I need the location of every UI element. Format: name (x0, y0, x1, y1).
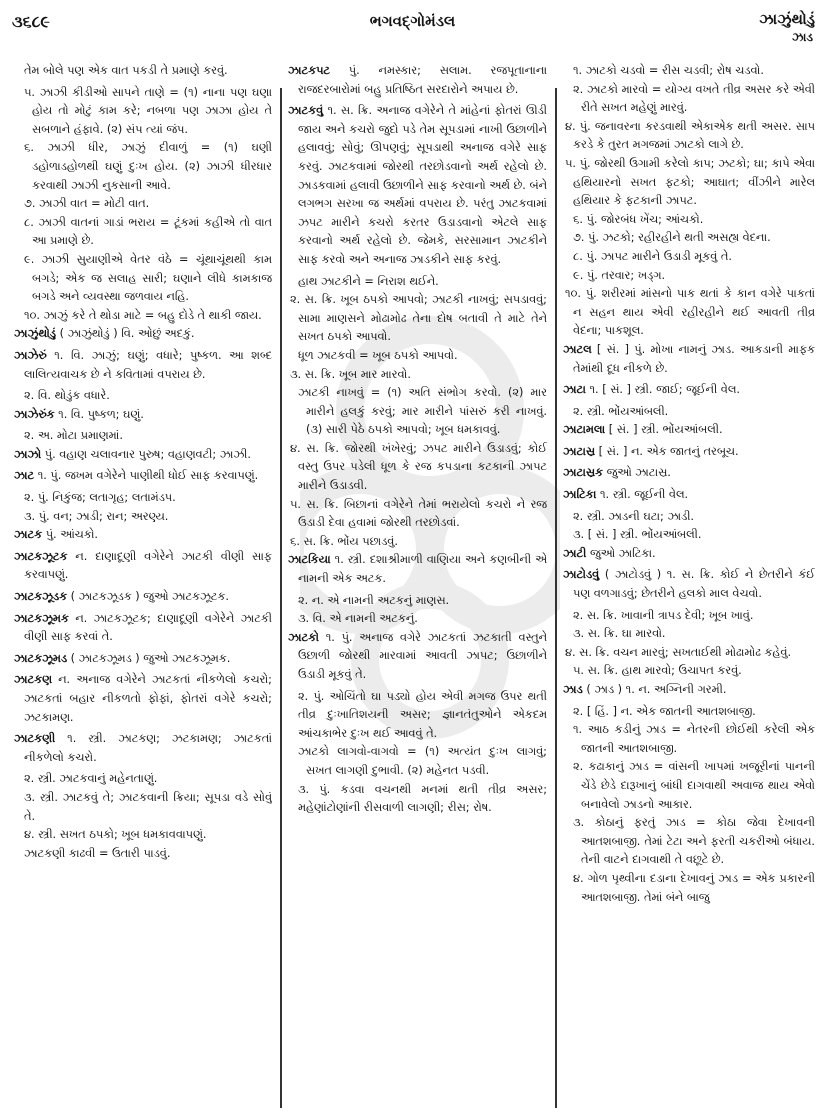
dictionary-entry (288, 102, 547, 269)
sense-definition: ૨. સ. ક્રિ. ખાવાની ત્રાપડ દેવી; ખૂબ ખાવું. (573, 608, 754, 622)
idiom-definition: ૩. કોઠાનું ફરતું ઝાડ = કોઠા જેવા દેખાવની આતશબાજી. તેમાં ટેટા અને ફરતી ચકરીઓ બંધાય. તેની વાટને દાગવાથી તે વછૂટે છે. (573, 816, 815, 867)
definition: ૧. સ્ત્રી. ઝાટકણ; ઝટકામણ; ઝાટકતાં નીકળેલો કચરો. (24, 732, 272, 764)
dictionary-entry (14, 347, 272, 384)
definition: ૧. વિ. ઝાઝું; ઘણું; વધારે; પુષ્કળ. આ શબ્દ લાલિત્યવાચક છે ને કવિતામાં વપરાય છે. (24, 348, 272, 381)
dictionary-entry (563, 381, 815, 400)
dictionary-entry (14, 406, 272, 425)
definition: [ સં. ] ન. એક જાતનું તરબૂચ. (595, 444, 739, 458)
headword: ઝાટકિયા (288, 553, 331, 567)
definition: ન. ઝાટકઝૂટક; દાણાદૂણી વગેરેને ઝાટકી વીણી સાફ કરવાં તે. (24, 611, 272, 644)
sense-definition: ૨. ન. એ નામની અટકનું માણસ. (298, 593, 450, 607)
headword: ઝાટી (563, 546, 587, 560)
sense-definition: ૨. સ્ત્રી. ઝાટકવાનું મહેનતાણું. (24, 772, 158, 786)
headword: ઝાટિકા (563, 488, 597, 502)
dictionary-entry (14, 467, 272, 486)
sense-definition: ૨. સ્ત્રી. ઝાડની ઘટા; ઝાડી. (573, 509, 695, 523)
idiom-definition: ૯. ઝાઝી સુયાણીએ વેતર વંઠે = ચૂંથાચૂંથથી કામ બગડે; એક જ સલાહ સારી; ઘણાને લીધે કામકાજ બગડે અને વ્યવસ્થા જળવાય નહિ. (24, 252, 272, 304)
dictionary-entry (288, 551, 547, 588)
column-divider (555, 88, 557, 1108)
definition: પું. વહાણ ચલાવનાર પુરુષ; વહાણવટી; ઝાઝી. (41, 447, 251, 461)
definition: ન. દાણાદૂણી વગેરેને ઝાટકી વીણી સાફ કરવાપણું. (24, 549, 272, 582)
headword: ઝાટકઝૂડક (14, 590, 68, 604)
idiom-definition: ૫. ઝાઝી કીડીઓ સાપને તાણે = (૧) નાના પણ ઘણા હોય તો મોટું કામ કરે; નબળા પણ ઝાઝા હોય તે સબળાને હંફાવે. (૨) સંપ ત્યાં જંપ. (24, 85, 272, 136)
dictionary-entry (14, 671, 272, 727)
column-2 (288, 62, 547, 1107)
sense-definition: ૯. પું. તરવાર; ખડ્ગ. (573, 268, 666, 282)
dictionary-entry (563, 421, 815, 440)
definition: ૧. પું. અનાજ વગેરે ઝાટકતાં ઝટકાતી વસ્તુને ઉછાળી જોરથી મારવામાં આવતી ઝાપટ; ઉછાળીને ઉડાડી મૂકવું તે. (298, 630, 547, 681)
idiom-definition: ૧. આઠ કડીનું ઝાડ = નેતરની છોઈથી કરેલી એક જાતની આતશબાજી. (573, 723, 815, 755)
definition: ( ઝાટકઝૂડક ) જુઓ ઝાટકઝૂટક. (67, 590, 229, 604)
dictionary-columns (0, 62, 825, 1112)
guide-word-last: ઝાડ (792, 30, 813, 44)
sense-definition: ૩. પું. વન; ઝાડી; રાન; અરણ્ય. (24, 509, 169, 523)
sense-definition: ૪. પું. જનાવરના કરડવાથી એકાએક થતી અસર. સાપ કરડે કે તુરત મગજમાં ઝાટકો લાગે છે. (565, 119, 815, 152)
sense-definition: ૨. પું. ઓચિંતો ઘા પડ્યો હોય એવી મગજ ઉપર થતી તીવ્ર દુઃખાતિશયની અસર; જ્ઞાનતંતુઓને એકદમ આંચકાભેર દુઃખ થઈ આવવું તે. (298, 689, 547, 740)
column-1 (14, 62, 272, 1107)
page-number: ૩૬૮૯ (12, 12, 50, 31)
headword: ઝાઝેરું (14, 348, 47, 362)
dictionary-entry (563, 341, 815, 378)
sense-definition: ૧૦. પું. શરીરમાં માંસનો પાક થતાં કે કાન વગેરે પાકતાં ન સહન થાય એવી રહીરહીને થઈ આવતી તીવ્ર વેદના; પાકશૂલ. (565, 287, 815, 338)
definition: ૧. સ્ત્રી. દશાશ્રીમાળી વાણિયા અને કણબીની એ નામની એક અટક. (298, 553, 547, 586)
dictionary-entry (288, 62, 547, 99)
definition: પું. આંચકો. (42, 528, 99, 542)
headword: ઝાટલ (563, 342, 592, 356)
definition: ( ઝાટોડવું ) ૧. સ. ક્રિ. કોઈ ને છેતરીને કંઈ પણ વળગાડવું; છેતરીને હલકો માલ વેચવો. (573, 568, 815, 601)
dictionary-entry (563, 486, 815, 505)
headword: ઝાટ (14, 469, 35, 483)
headword: ઝાટકો (288, 630, 319, 644)
headword: ઝાટકઝૂટક (14, 549, 68, 563)
idiom-definition: ૬. ઝાઝી ધીર, ઝાઝું દીવાળું = (૧) ઘણી ડહોળાડહોળથી ઘણું દુઃખ હોય. (૨) ઝાઝી ધીરધાર કરવાથી ઝાઝી નુકસાની આવે. (24, 141, 272, 192)
headword: ઝાટકઝૂમક (14, 611, 69, 625)
dictionary-entry (563, 443, 815, 462)
definition: ૧. પું. જખમ વગેરેને પાણીથી ધોઈ સાફ કરવાપણું. (34, 469, 259, 483)
idiom-definition: ૨. ઝાટકો મારવો = યોગ્ય વખતે તીવ્ર અસર કરે એવી રીતે સખત મહેણું મારવું. (573, 82, 815, 115)
headword: ઝાડ (563, 683, 583, 696)
sense-definition: ૫. સ. ક્રિ. બિછાનાં વગેરેને તેમાં ભરાયેલો કચરો ને રજ ઉડાડી દેવા હવામાં જોરથી તરછોડવાં. (290, 497, 547, 530)
guide-word-first: ઝાઝુંથોડું (759, 10, 815, 28)
dictionary-entry (563, 566, 815, 603)
definition: [ સં. ] પું. મોખા નામનું ઝાડ. આકડાની માફક તેમાંથી દૂધ નીકળે છે. (573, 342, 815, 375)
definition: ૧. [ સં. ] સ્ત્રી. જાઈ; જૂઈની વેલ. (585, 383, 740, 397)
sense-definition: ૩. વિ. એ નામની અટકનું. (298, 612, 418, 626)
headword: ઝાટાસ્રક (563, 466, 604, 480)
sense-definition: ૭. પું. ઝટકો; રહીરહીને થતી અસહ્ય વેદના. (573, 231, 771, 245)
sense-definition: ૪. સ. ક્રિ. જોરથી ખંખેરવું; ઝપટ મારીને ઉડાડવું; કોઈ વસ્તુ ઉપર પડેલી ધૂળ કે રજ કપડાના કટકાની ઝાપટ મારીને ઉડાડવી. (290, 441, 547, 493)
idiom-definition: ૨. કઢાકાનું ઝાડ = વાંસની ખાપમાં ખજૂરીનાં પાનની ચેંડે છેડે દારૂખાનું બાંધી દાગવાથી અવાજ થાય એવો બનાવેલો ઝાડનો આકાર. (573, 760, 815, 811)
column-3 (563, 62, 815, 1107)
idiom-definition: ધૂળ ઝાટકવી = ખૂબ ઠપકો આપવો. (298, 348, 458, 362)
idiom-definition: ૮. ઝાઝી વાતનાં ગાડાં ભરાય = ટૂંકમાં કહીએ તો વાત આ પ્રમાણે છે. (24, 215, 272, 248)
definition: પું. નમસ્કાર; સલામ. રજપૂતાનાના રાજદરબારોમાં બહુ પ્રતિષ્ઠિત સરદારોને અપાય છે. (298, 64, 547, 96)
idiom-definition: હાથ ઝાટકીને = નિરાશ થઈને. (298, 274, 439, 288)
idiom-definition: ૧૦. ઝાઝું કરે તે થોડા માટે = બહુ દોડે તે થાકી જાય. (24, 308, 262, 322)
sense-definition: ૨. અ. મોટા પ્રમાણમાં. (24, 429, 123, 443)
dictionary-entry (563, 545, 815, 564)
book-title: ભગવદ્ગોમંડલ (369, 12, 456, 30)
dictionary-entry (14, 610, 272, 647)
sense-definition: ૩. સ. ક્રિ. ઘા મારવો. (573, 627, 666, 641)
sense-definition: ૪. સ. ક્રિ. વચન મારવું; સખતાઈથી મોઢામોઢ કહેવું. (565, 645, 792, 659)
definition: ૧. સ. ક્રિ. અનાજ વગેરેને તે માંહેનાં ફોતરાં ઊડી જાય અને કચરો જુદો પડે તેમ સૂપડામાં નાખી ઉછાળીને હલાવવું; સોવું; ઊપણવું; સૂપડાથી અનાજ વગેરે સાફ કરવું. ઝાટકવામાં જોરથી તરછોડવાનો અર્થ રહેલો છે. ઝાડકવામાં હલાવી ઉછાળીને સાફ કરવાનો અર્થ છે. બંને લગભગ સરખા જ અર્થમાં વપરાય છે. પરંતુ ઝાટકવામાં ઝપટ મારીને કચરો કરતર ઉડાડવાનો એટલે સાફ કરવાનો અર્થ રહેલો છે. જેમકે, સરસામાન ઝાટકીને સાફ કરવો અને અનાજ ઝાડકીને સાફ કરવું. (298, 104, 547, 266)
dictionary-entry (563, 681, 815, 700)
headword: ઝાટોડવું (563, 568, 600, 582)
continued-definition: તેમ બોલે પણ એક વાત પકડી તે પ્રમાણે કરવું. (24, 64, 228, 77)
sense-definition: ૩. [ સં. ] સ્ત્રી. ભોંયઆંબલી. (573, 528, 702, 542)
headword: ઝાટામલા (563, 423, 606, 437)
sense-definition: ૩. સ્ત્રી. ઝાટકવું તે; ઝાટકવાની ક્રિયા; સૂપડા વડે સોવું તે. (24, 790, 272, 823)
definition: ૧. વિ. પુષ્કળ; ઘણું. (54, 407, 144, 421)
sense-definition: ૮. પું. ઝાપટ મારીને ઉડાડી મૂકવું તે. (573, 249, 732, 263)
dictionary-entry (14, 526, 272, 545)
page-header (0, 6, 825, 46)
headword: ઝાટા (563, 383, 586, 397)
headword: ઝાઝુંથોડું (14, 327, 57, 341)
sense-definition: ૬. સ. ક્રિ. ભોંય પછાડવું. (290, 534, 398, 548)
sense-definition: ૫. પું. જોરથી ઉગામી કરેલો કાપ; ઝટકો; ઘા; કાપે એવા હથિયારનો સખત ફટકો; આઘાત; વીંઝીને મારેલ હથિયાર કે ફટકાની ઝાપટ. (565, 156, 815, 208)
dictionary-entry (14, 548, 272, 585)
sense-definition: ૬. પું. જોરબંધ ખેંચ; આંચકો. (573, 212, 704, 226)
sense-definition: ૨. સ. ક્રિ. ખૂબ ઠપકો આપવો; ઝાટકી નાખવું; સપડાવવું; સામા માણસને મોઢામોઢ તેના દોષ બતાવી તે માટે તેને સખત ઠપકો આપવો. (290, 293, 547, 344)
idiom-definition: ઝાટકો લાગવો-વાગવો = (૧) અત્યંત દુઃખ લાગવું; સખત લાગણી દુભાવી. (૨) મહેનત પડવી. (298, 745, 547, 777)
dictionary-entry (288, 629, 547, 685)
definition: જુઓ ઝાટાસ્ર. (603, 466, 671, 480)
headword: ઝાટક (14, 528, 43, 542)
column-divider (280, 88, 282, 1108)
idiom-definition: ૧. ઝાટકો ચડવો = રીસ ચડવી; રોષ ચડવો. (573, 64, 764, 77)
dictionary-entry (563, 464, 815, 483)
idiom-definition: ઝાટકણી કાઢવી = ઉતારી પાડવું. (24, 846, 171, 860)
definition: ( ઝાટકઝૂમડ ) જુઓ ઝાટકઝૂમક. (67, 651, 231, 665)
dictionary-entry (14, 730, 272, 767)
headword: ઝાટકપટ (288, 64, 331, 77)
dictionary-entry (14, 446, 272, 465)
definition: ૧. સ્ત્રી. જૂઈની વેલ. (596, 488, 689, 502)
sense-definition: ૨. [ હિં. ] ન. એક જાતની આતશબાજી. (573, 704, 756, 718)
sense-definition: ૩. સ. ક્રિ. ખૂબ માર મારવો. (290, 367, 411, 381)
definition: ન. અનાજ વગેરેને ઝાટકતાં નીકળેલો કચરો; ઝાટકતાં બહાર નીકળતો ફોફાં, ફોતરાં વગેરે કચરો; ઝટકામણ. (24, 673, 272, 724)
headword: ઝાઝો (14, 447, 42, 461)
definition: ( ઝાઝુંથોડું ) વિ. ઓછું અદકું. (56, 327, 195, 341)
dictionary-entry (14, 588, 272, 607)
sense-definition: ૨. વિ. થોડુંક વધારે. (24, 389, 110, 403)
headword: ઝાઝેરુંક (14, 407, 55, 421)
idiom-definition: ઝાટકી નાખવું = (૧) અતિ સંભોગ કરવો. (૨) માર મારીને હલકું કરવું; માર મારીને પાંસરું કરી નાખવું. (૩) સારી પેઠે ઠપકો આપવો; ખૂબ ધમકાવવું. (298, 386, 547, 437)
sense-definition: ૨. પું. નિકુંજ; લતાગૃહ; લતામંડપ. (24, 491, 176, 505)
idiom-definition: ૭. ઝાઝી વાત = મોટી વાત. (24, 197, 150, 211)
headword: ઝાટકઝૂમડ (14, 651, 68, 665)
sense-definition: ૪. સ્ત્રી. સખત ઠપકો; ખૂબ ધમકાવવાપણું. (24, 828, 207, 842)
definition: ( ઝાડ ) ૧. ન. અગ્નિની ગરમી. (582, 683, 727, 696)
sense-definition: ૫. સ. ક્રિ. હાથ મારવો; ઉચાપત કરવું. (573, 664, 742, 678)
sense-definition: ૩. પું. કડવા વચનથી મનમાં થતી તીવ્ર અસર; મહેણાંટોણાંની રીસવાળી લાગણી; રીસ; રોષ. (298, 782, 547, 815)
idiom-definition: ૪. ગોળ પૃથ્વીના દડાના દેખાવનું ઝાડ = એક પ્રકારની આતશબાજી. તેમાં બંને બાજુ (573, 871, 815, 904)
definition: [ સં. ] સ્ત્રી. ભોંયઆંબલી. (605, 423, 723, 437)
definition: જુઓ ઝાટિકા. (586, 546, 656, 560)
dictionary-entry (14, 650, 272, 669)
headword: ઝાટકણ (14, 673, 52, 687)
headword: ઝાટાસ્ર (563, 444, 596, 458)
dictionary-entry (14, 325, 272, 344)
headword: ઝાટકણી (14, 732, 56, 746)
headword: ઝાટકવું (288, 104, 324, 118)
sense-definition: ૨. સ્ત્રી. ભોંયઆંબલી. (573, 404, 669, 418)
